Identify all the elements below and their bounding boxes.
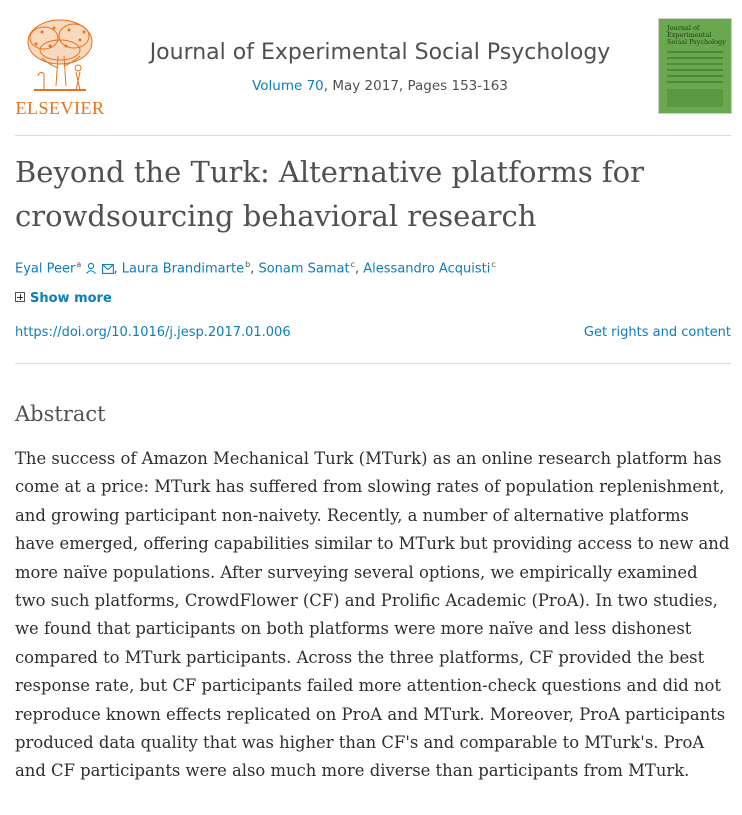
article-header xyxy=(0,0,742,136)
affiliation-marker[interactable]: c xyxy=(350,260,355,269)
issue-details: , May 2017, Pages 153-163 xyxy=(323,78,508,94)
rights-link[interactable]: Get rights and content xyxy=(583,325,731,340)
elsevier-logo[interactable] xyxy=(14,16,106,116)
affiliation-marker[interactable]: b xyxy=(245,260,251,269)
author-separator: , xyxy=(355,261,364,277)
author-link[interactable]: Sonam Samat xyxy=(258,261,350,277)
issue-info xyxy=(130,78,630,94)
author-list xyxy=(15,260,725,276)
cover-decoration xyxy=(667,51,723,87)
author-separator: , xyxy=(113,261,122,277)
cover-title: Journal of Experimental Social Psychology xyxy=(667,24,726,46)
person-icon[interactable] xyxy=(85,262,97,274)
show-more-button[interactable] xyxy=(15,291,112,306)
journal-cover-thumbnail[interactable] xyxy=(659,19,731,113)
show-more-label: Show more xyxy=(30,291,112,306)
author-separator: , xyxy=(250,261,259,277)
email-icon[interactable] xyxy=(102,264,114,274)
tree-icon xyxy=(14,16,106,98)
article-title: Beyond the Turk: Alternative platforms for crowdsourcing behavioral research xyxy=(15,155,644,233)
journal-title[interactable]: Journal of Experimental Social Psychology xyxy=(149,40,611,65)
volume-link[interactable]: Volume 70 xyxy=(252,78,324,94)
abstract-text: The success of Amazon Mechanical Turk (MTurk) as an online research platform has come at a price: MTurk has suffered from slowing rates of population replenishment, and growing participant non-naivety. Recently, a number of alternative platforms have emerged, offering capabilities similar to MTurk but providing access to new and more naïve populations. After surveying several options, we empirically examined two such platforms, CrowdFlower (CF) and Prolific Academic (ProA). In two studies, we found that participants on both platforms were more naïve and less dishonest compared to MTurk participants. Across the three platforms, CF provided the best response rate, but CF participants failed more attention-check questions and did not reproduce known effects replicated on ProA and MTurk. Moreover, ProA participants produced data quality that was higher than CF's and comparable to MTurk's. ProA and CF participants were also much more diverse than participants from MTurk. xyxy=(15,449,730,781)
affiliation-marker[interactable]: c xyxy=(491,260,496,269)
expand-icon xyxy=(15,292,25,302)
author-link[interactable]: Eyal Peer xyxy=(15,261,76,277)
author-link[interactable]: Laura Brandimarte xyxy=(121,261,245,277)
header-divider xyxy=(15,135,731,136)
section-divider xyxy=(15,363,731,364)
cover-block xyxy=(667,89,723,107)
publisher-name: ELSEVIER xyxy=(15,98,105,118)
abstract-heading: Abstract xyxy=(15,402,106,426)
doi-link[interactable]: https://doi.org/10.1016/j.jesp.2017.01.006 xyxy=(15,325,291,340)
author-link[interactable]: Alessandro Acquisti xyxy=(363,261,491,277)
affiliation-marker[interactable]: a xyxy=(76,260,82,269)
